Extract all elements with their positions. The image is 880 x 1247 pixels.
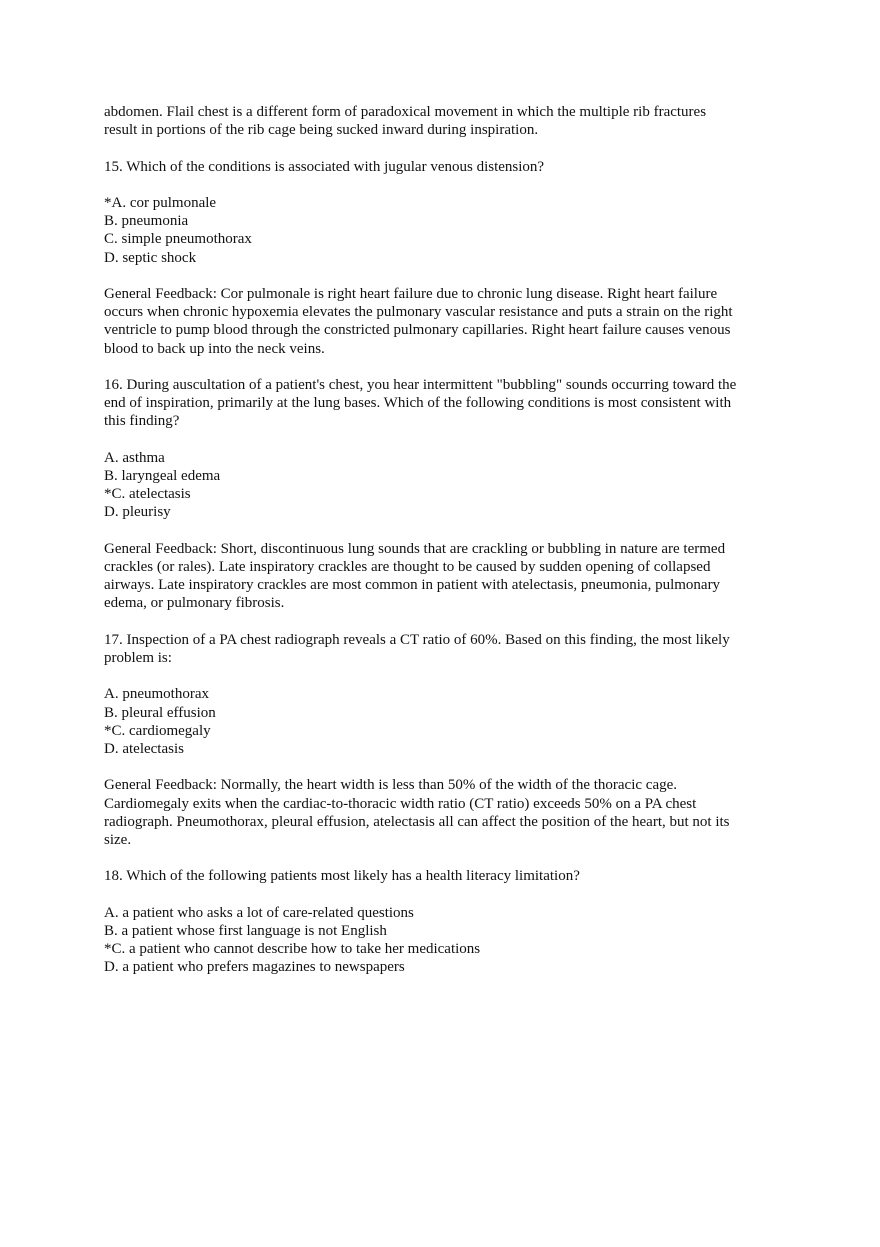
- question-15-stem: [104, 158, 780, 176]
- intro-line: result in portions of the rib cage being sucked inward during inspiration.: [104, 122, 539, 139]
- question-15-options: [104, 194, 780, 267]
- question-stem-line: 15. Which of the conditions is associated with jugular venous distension?: [104, 158, 545, 175]
- question-17-stem: [104, 631, 780, 667]
- feedback-line: radiograph. Pneumothorax, pleural effusion, atelectasis all can affect the position of the heart, but not its: [104, 813, 730, 830]
- answer-option: D. a patient who prefers magazines to newspapers: [104, 959, 405, 976]
- intro-line: abdomen. Flail chest is a different form of paradoxical movement in which the multiple rib fractures: [104, 104, 707, 120]
- feedback-line: size.: [104, 831, 132, 848]
- answer-option: A. pneumothorax: [104, 686, 209, 703]
- question-stem-line: 16. During auscultation of a patient's chest, you hear intermittent "bubbling" sounds occurring toward the: [104, 376, 737, 393]
- question-stem-line: this finding?: [104, 413, 180, 430]
- answer-option: A. asthma: [104, 449, 165, 466]
- answer-option: D. septic shock: [104, 249, 197, 266]
- feedback-line: edema, or pulmonary fibrosis.: [104, 595, 285, 612]
- feedback-line: General Feedback: Short, discontinuous lung sounds that are crackling or bubbling in nature are termed: [104, 540, 726, 557]
- question-16-feedback: [104, 540, 780, 613]
- answer-option: *C. a patient who cannot describe how to take her medications: [104, 941, 481, 958]
- question-16-stem: [104, 376, 780, 431]
- feedback-line: General Feedback: Cor pulmonale is right heart failure due to chronic lung disease. Right heart failure: [104, 285, 718, 302]
- answer-option: *A. cor pulmonale: [104, 194, 217, 211]
- intro-paragraph: [104, 103, 780, 139]
- question-stem-line: problem is:: [104, 649, 172, 666]
- document-page: [104, 103, 780, 977]
- answer-option: B. pneumonia: [104, 213, 189, 230]
- answer-option: B. laryngeal edema: [104, 467, 221, 484]
- answer-option: *C. cardiomegaly: [104, 722, 211, 739]
- feedback-line: airways. Late inspiratory crackles are most common in patient with atelectasis, pneumonia, pulmonary: [104, 577, 721, 594]
- question-18-options: [104, 904, 780, 977]
- question-18-stem: [104, 867, 780, 885]
- feedback-line: General Feedback: Normally, the heart width is less than 50% of the width of the thoracic cage.: [104, 777, 678, 794]
- question-stem-line: end of inspiration, primarily at the lung bases. Which of the following conditions is most consistent with: [104, 395, 732, 412]
- answer-option: A. a patient who asks a lot of care-related questions: [104, 904, 414, 921]
- answer-option: C. simple pneumothorax: [104, 231, 252, 248]
- answer-option: *C. atelectasis: [104, 486, 191, 503]
- question-stem-line: 18. Which of the following patients most likely has a health literacy limitation?: [104, 868, 580, 885]
- answer-option: D. pleurisy: [104, 504, 171, 521]
- answer-option: D. atelectasis: [104, 740, 184, 757]
- question-stem-line: 17. Inspection of a PA chest radiograph reveals a CT ratio of 60%. Based on this finding, the most likely: [104, 631, 730, 648]
- feedback-line: crackles (or rales). Late inspiratory crackles are thought to be caused by sudden opening of collapsed: [104, 558, 711, 575]
- question-17-options: [104, 685, 780, 758]
- question-17-feedback: [104, 776, 780, 849]
- answer-option: B. a patient whose first language is not English: [104, 922, 387, 939]
- feedback-line: blood to back up into the neck veins.: [104, 340, 325, 357]
- question-16-options: [104, 449, 780, 522]
- answer-option: B. pleural effusion: [104, 704, 216, 721]
- question-15-feedback: [104, 285, 780, 358]
- feedback-line: ventricle to pump blood through the constricted pulmonary capillaries. Right heart failure causes venous: [104, 322, 731, 339]
- feedback-line: Cardiomegaly exits when the cardiac-to-thoracic width ratio (CT ratio) exceeds 50% on a PA chest: [104, 795, 697, 812]
- feedback-line: occurs when chronic hypoxemia elevates the pulmonary vascular resistance and puts a strain on the right: [104, 304, 733, 321]
